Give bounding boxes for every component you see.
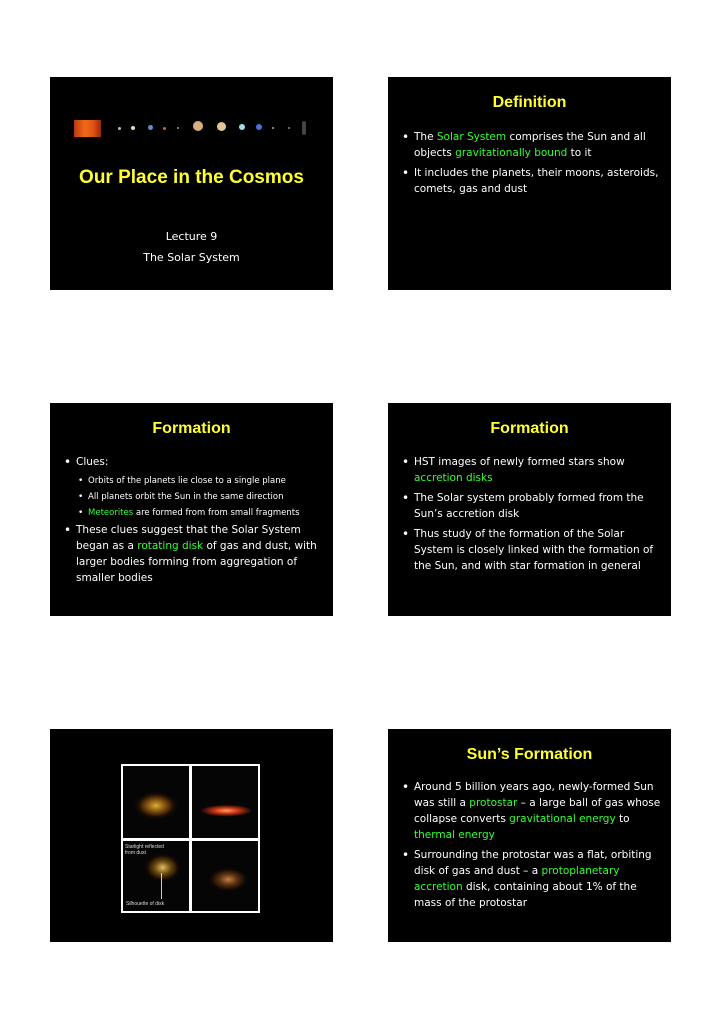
bullet-text: are formed from from small fragments	[133, 508, 300, 518]
sun-image	[74, 120, 101, 137]
planet-edge	[302, 121, 306, 135]
planet-small	[288, 127, 290, 129]
planet-asteroid	[177, 127, 179, 129]
presentation-title: Our Place in the Cosmos	[79, 167, 304, 188]
disk-photo-4	[192, 841, 258, 911]
disk-photo-1	[123, 766, 189, 838]
highlighted-term: rotating disk	[137, 540, 204, 552]
highlighted-term: thermal energy	[414, 829, 495, 841]
bullet-item	[404, 490, 661, 522]
planet-jupiter	[193, 121, 203, 131]
caption-starlight: Starlight reflected from dust	[125, 844, 164, 856]
planet-uranus	[239, 124, 245, 130]
slide-formation-clues	[50, 403, 333, 616]
planet-neptune	[256, 124, 262, 130]
bullet-text: to	[615, 813, 630, 825]
slide-heading: Sun’s Formation	[466, 746, 593, 763]
bullet-text: Around 5 billion years ago, newly-formed Sun was still a	[414, 781, 654, 809]
planet-pluto	[272, 127, 274, 129]
highlighted-term: accretion disks	[414, 472, 493, 484]
slide-hst-images	[50, 729, 333, 942]
slide-formation-disks	[388, 403, 671, 616]
sub-bullet-item	[66, 506, 323, 520]
bullet-item	[66, 454, 323, 470]
bullet-text: Orbits of the planets lie close to a single plane	[88, 476, 286, 486]
planet-earth	[148, 125, 153, 130]
bullet-item	[66, 522, 323, 586]
bullet-text: comprises the Sun and all objects	[414, 131, 646, 159]
slide-title-page	[50, 77, 333, 290]
bullet-item	[404, 779, 661, 843]
highlighted-term: Solar System	[436, 131, 507, 143]
highlighted-term: protoplanetary accretion	[414, 865, 620, 893]
bullet-item	[404, 129, 661, 161]
highlighted-term: gravitationally bound	[455, 147, 568, 159]
planet-venus	[131, 126, 135, 130]
lecture-number: Lecture 9	[165, 230, 218, 243]
lecture-topic: The Solar System	[143, 251, 240, 264]
sub-bullet-item	[66, 490, 323, 504]
bullet-text: disk, containing about 1% of the mass of the protostar	[414, 881, 637, 909]
bullet-text: of gas and dust, with larger bodies forming from aggregation of smaller bodies	[76, 540, 317, 584]
planet-saturn	[217, 122, 226, 131]
bullet-list	[404, 129, 661, 201]
slide-heading: Formation	[152, 420, 231, 437]
bullet-text: – a large ball of gas whose collapse converts	[414, 797, 661, 825]
bullet-item	[404, 526, 661, 574]
disk-photo-3	[123, 841, 189, 911]
bullet-list	[404, 779, 661, 915]
bullet-text: Clues:	[76, 456, 109, 468]
highlighted-term: gravitational energy	[509, 813, 616, 825]
planet-mars	[163, 127, 166, 130]
slide-heading: Definition	[492, 94, 567, 111]
slide-definition	[388, 77, 671, 290]
bullet-text: HST images of newly formed stars show	[414, 456, 625, 468]
sub-bullet-item	[66, 474, 323, 488]
bullet-text: It includes the planets, their moons, asteroids, comets, gas and dust	[414, 167, 659, 195]
caption-silhouette: Silhouette of disk	[126, 901, 165, 907]
bullet-text: The Solar system probably formed from the Sun’s accretion disk	[414, 492, 644, 520]
bullet-text: Surrounding the protostar was a flat, orbiting disk of gas and dust – a	[414, 849, 652, 877]
bullet-text: Thus study of the formation of the Solar System is closely linked with the formation of the Sun, and with star formation in general	[414, 528, 654, 572]
highlighted-term: Meteorites	[88, 508, 134, 518]
slide-heading: Formation	[490, 420, 569, 437]
bullet-item	[404, 454, 661, 486]
bullet-text: All planets orbit the Sun in the same direction	[88, 492, 284, 502]
bullet-text: The	[414, 131, 437, 143]
bullet-list	[66, 454, 323, 590]
caption-pointer	[161, 873, 162, 899]
bullet-item	[404, 165, 661, 197]
bullet-text: These clues suggest that the Solar System began as a	[76, 524, 301, 552]
bullet-item	[404, 847, 661, 911]
bullet-text: to it	[567, 147, 592, 159]
accretion-disk-photos	[121, 764, 260, 913]
disk-photo-2	[192, 766, 258, 838]
highlighted-term: protostar	[469, 797, 518, 809]
planet-mercury	[118, 127, 121, 130]
bullet-list	[404, 454, 661, 578]
slide-suns-formation	[388, 729, 671, 942]
